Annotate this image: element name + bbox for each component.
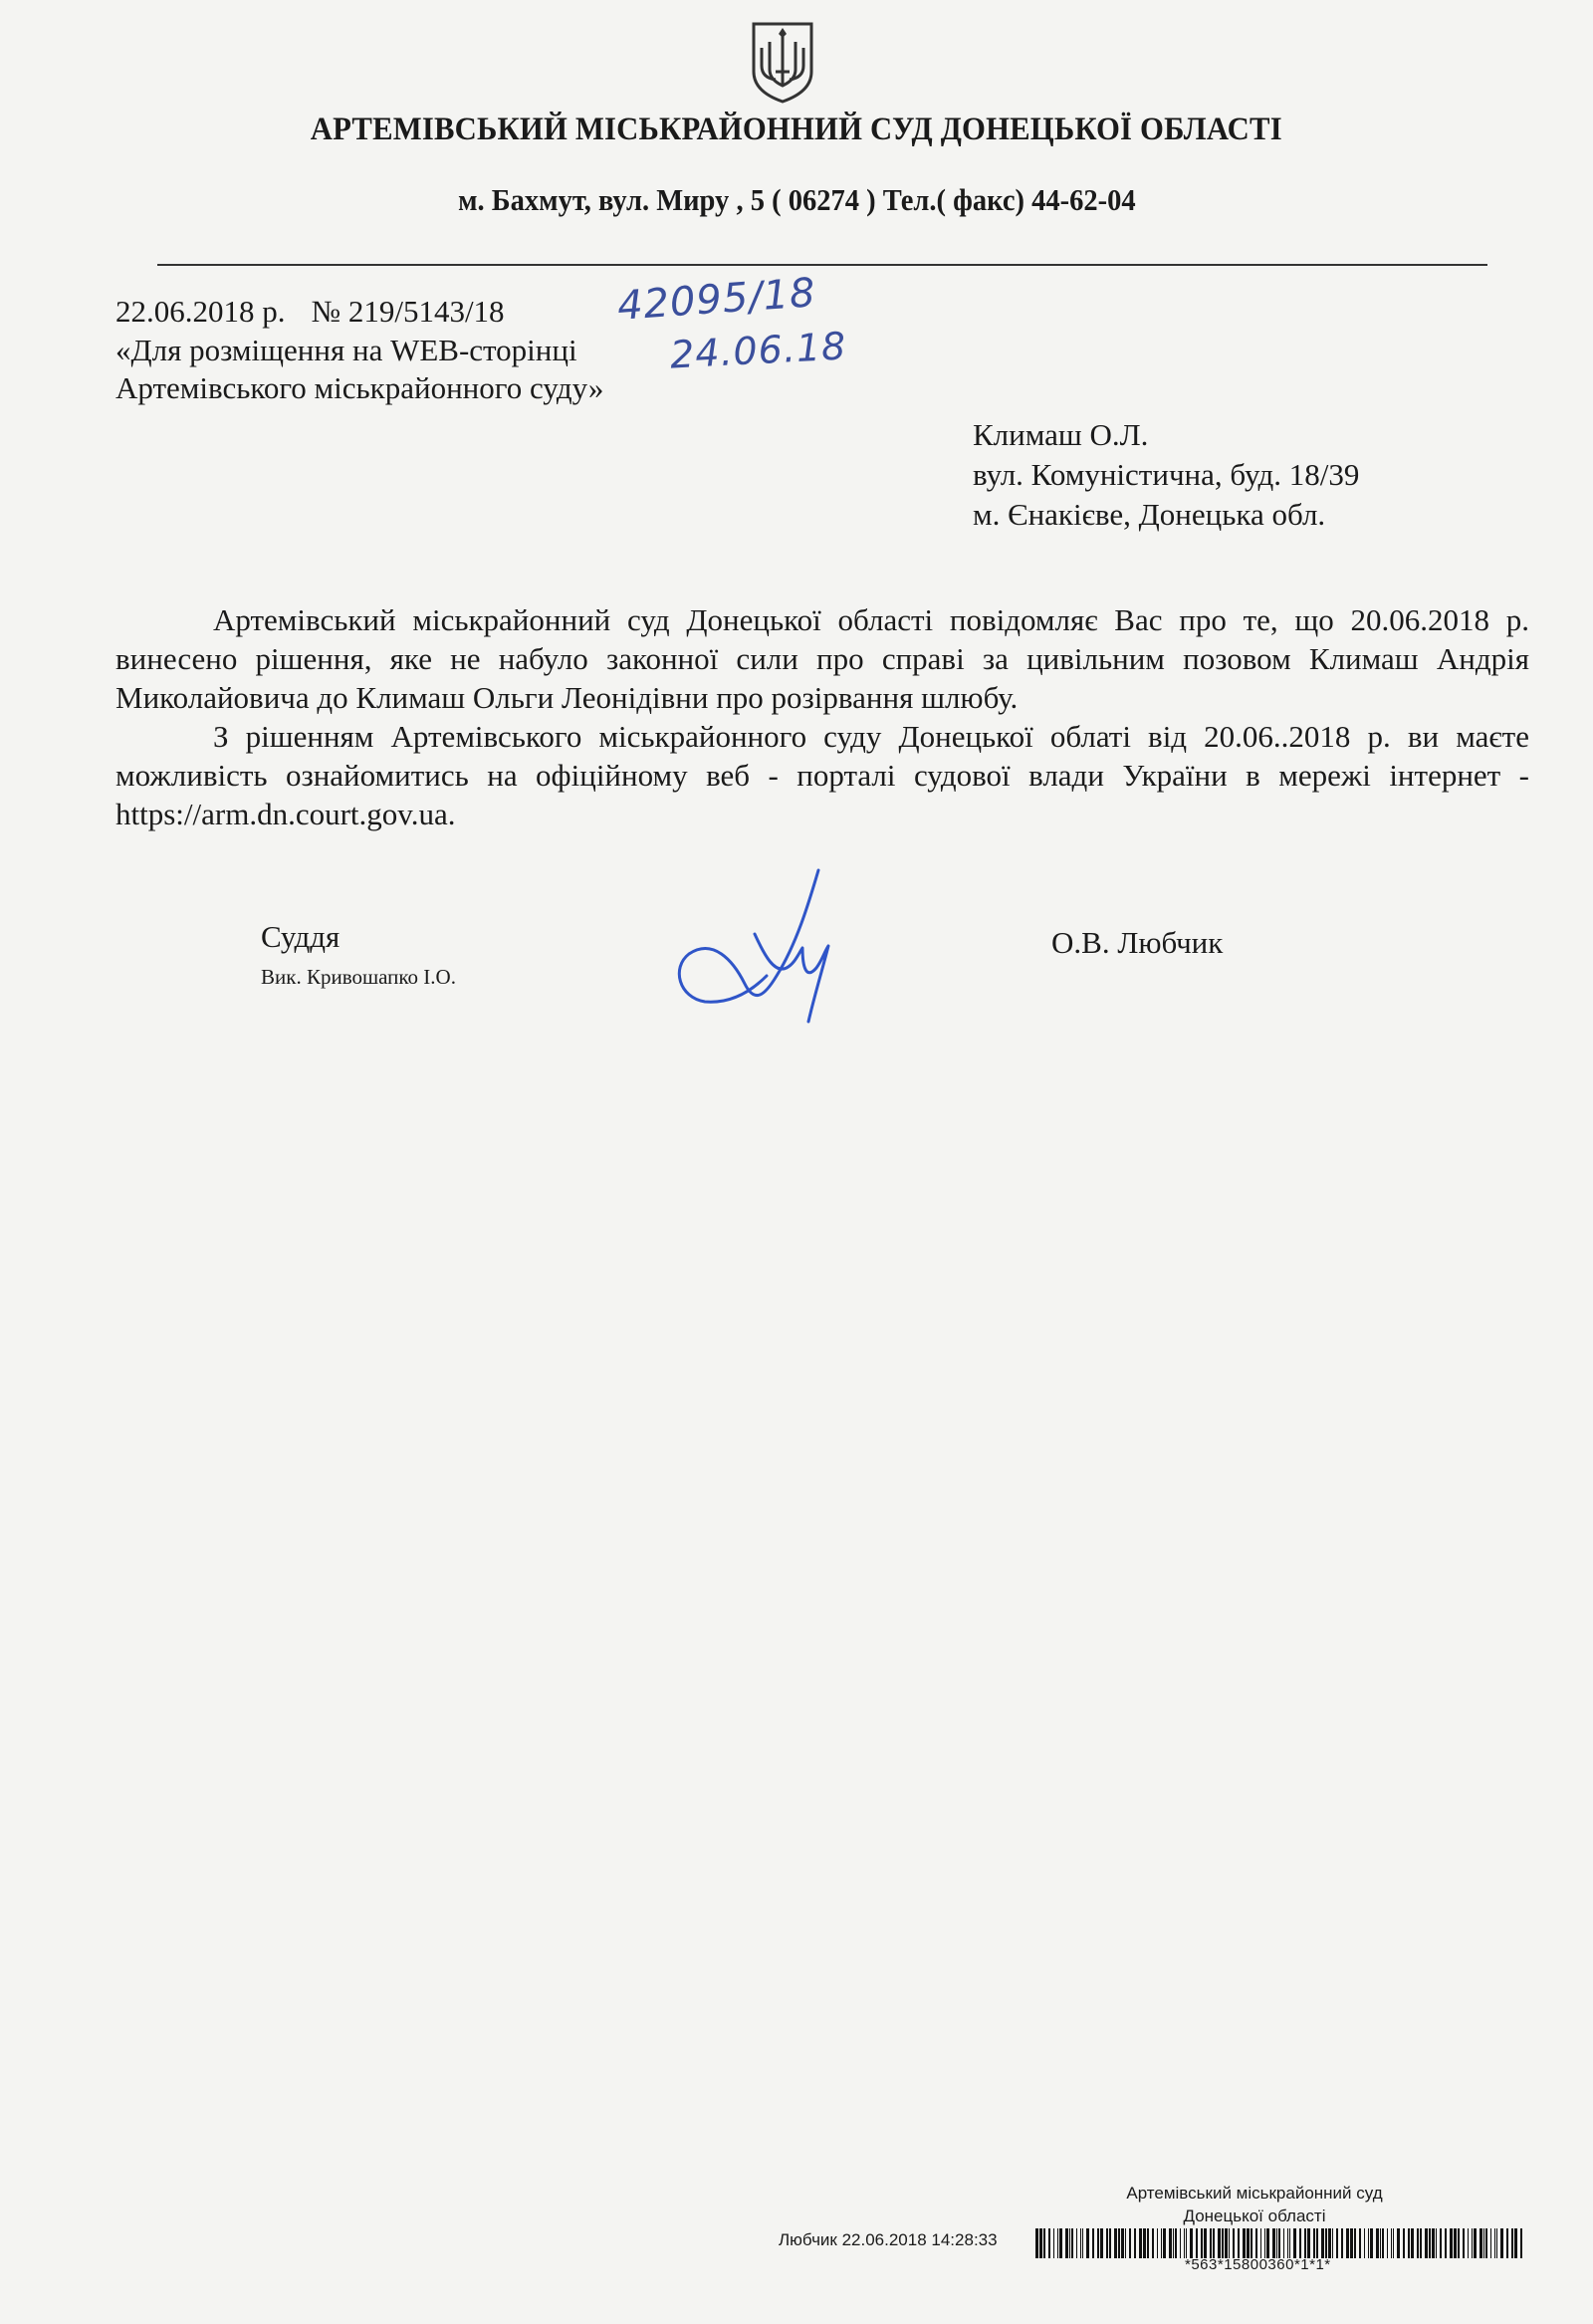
letter-body — [115, 600, 1529, 833]
body-paragraph-2: З рішенням Артемівського міськрайонного суду Донецької облаті від 20.06..2018 р. ви маєте можливість ознайомитись на офіційному веб - порталі судової влади України в мережі інтернет - https://arm.dn.court.gov.ua. — [115, 719, 1529, 831]
registry-barcode — [1035, 2228, 1527, 2258]
registry-org-line-1: Артемівський міськрайонний суд — [1126, 2184, 1383, 2203]
barcode-caption: *563*15800360*1*1* — [1185, 2256, 1331, 2273]
handwritten-incoming-number: 42095/18 — [615, 270, 817, 330]
court-address-line: м. Бахмут, вул. Миру , 5 ( 06274 ) Тел.( факс) 44-62-04 — [458, 182, 1136, 217]
court-name-heading: АРТЕМІВСЬКИЙ МІСЬКРАЙОННИЙ СУД ДОНЕЦЬКОЇ ОБЛАСТІ — [310, 112, 1282, 147]
web-note-line-1: «Для розміщення на WEB-сторінці — [115, 333, 577, 367]
handwritten-incoming-date: 24.06.18 — [668, 324, 848, 377]
registry-org-line-2: Донецької області — [1183, 2207, 1326, 2225]
header-divider — [157, 264, 1487, 266]
recipient-name: Климаш О.Л. — [973, 417, 1149, 452]
body-paragraph-1: Артемівський міськрайонний суд Донецької області повідомляє Вас про те, що 20.06.2018 р. винесено рішення, яке не набуло законної сили про справі за цивільним позовом Климаш Андрія Миколайовича до Климаш Ольги Леонідівни про розірвання шлюбу. — [115, 602, 1529, 715]
recipient-street: вул. Комуністична, буд. 18/39 — [973, 457, 1360, 492]
case-number: № 219/5143/18 — [311, 294, 505, 329]
reference-date: 22.06.2018 р. — [115, 294, 286, 329]
outgoing-reference — [115, 294, 505, 330]
trident-coat-of-arms-icon — [748, 20, 817, 104]
judge-name: О.В. Любчик — [1051, 925, 1224, 960]
judge-role-label: Суддя — [261, 919, 341, 954]
web-note-line-2: Артемівського міськрайонного суду» — [115, 370, 604, 405]
executor-name: Вик. Кривошапко І.О. — [261, 965, 456, 989]
recipient-city: м. Єнакієве, Донецька обл. — [973, 497, 1326, 532]
handwritten-signature — [669, 864, 848, 1034]
registry-user-timestamp: Любчик 22.06.2018 14:28:33 — [779, 2230, 998, 2249]
